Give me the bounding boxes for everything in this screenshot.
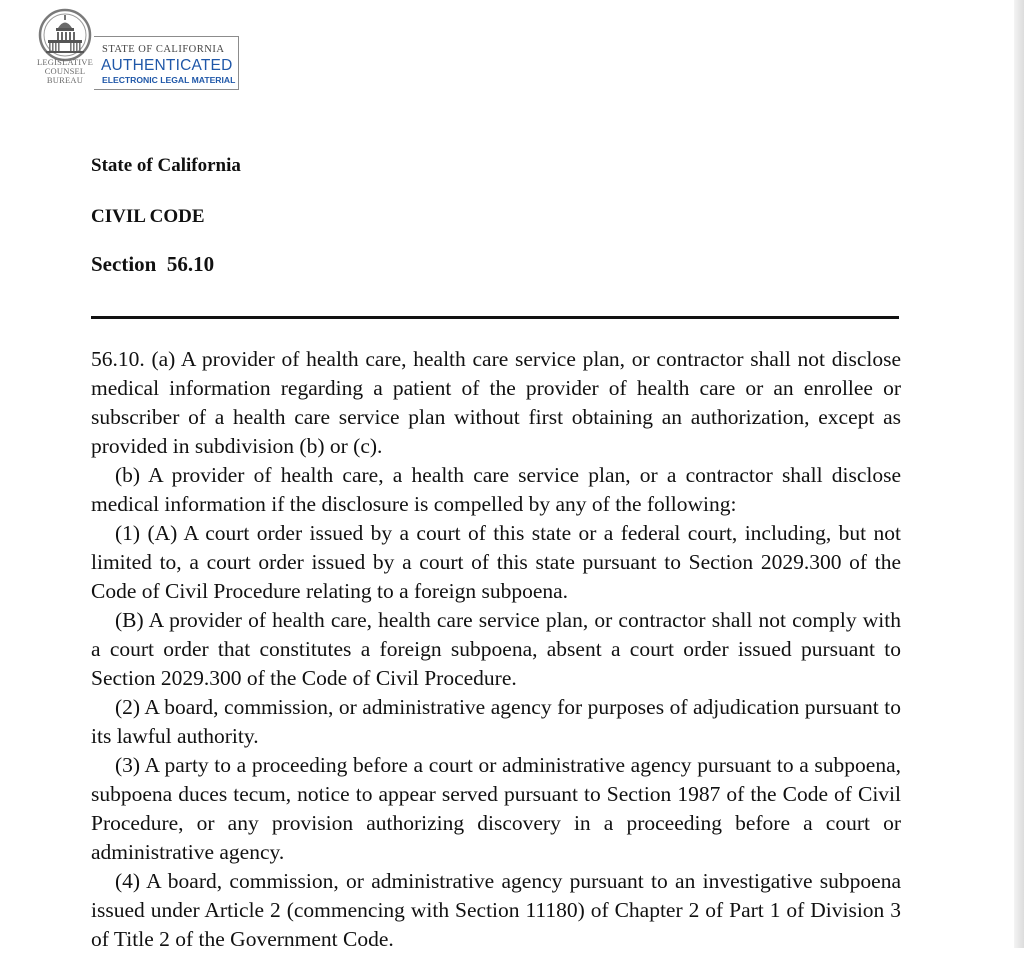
logo-agency-line: LEGISLATIVE bbox=[36, 57, 94, 67]
paragraph-b: (b) A provider of health care, a health care service plan, or a contractor shall disclose medical information if the disclosure is compelled by any of the following: bbox=[91, 463, 901, 516]
paragraph-b1a: (1) (A) A court order issued by a court of this state or a federal court, including, but not limited to, a court order issued by a court of this state pursuant to Section 2029.300 of the Code of Civil Procedure relating to a foreign subpoena. bbox=[91, 521, 901, 603]
logo-material-line: ELECTRONIC LEGAL MATERIAL bbox=[102, 75, 236, 85]
section-title: Section 56.10 bbox=[91, 252, 215, 276]
section-body bbox=[91, 345, 901, 954]
paragraph-b2: (2) A board, commission, or administrative agency for purposes of adjudication pursuant to its lawful authority. bbox=[91, 695, 901, 748]
paragraph-b1b: (B) A provider of health care, health care service plan, or contractor shall not comply with a court order that constitutes a foreign subpoena, absent a court order issued pursuant to Section 2029.300 of the Code of Civil Procedure. bbox=[91, 608, 901, 690]
capitol-dome-icon bbox=[38, 8, 92, 62]
paragraph-a: 56.10. (a) A provider of health care, health care service plan, or contractor shall not disclose medical information regarding a patient of the provider of health care or an enrollee or subscriber of a health care service plan without first obtaining an authorization, except as provided in subdivision (b) or (c). bbox=[91, 347, 901, 458]
logo-authenticated: AUTHENTICATED bbox=[101, 57, 233, 74]
lcb-authentication-logo bbox=[30, 8, 240, 92]
logo-agency-line: BUREAU bbox=[46, 75, 84, 85]
paragraph-b4: (4) A board, commission, or administrative agency pursuant to an investigative subpoena issued under Article 2 (commencing with Section 11180) of Chapter 2 of Part 1 of Division 3 of Title 2 of the Government Code. bbox=[91, 869, 901, 951]
paragraph-b3: (3) A party to a proceeding before a court or administrative agency pursuant to a subpoena, subpoena duces tecum, notice to appear served pursuant to Section 1987 of the Code of Civil Procedure, or any provision authorizing discovery in a proceeding before a court or administrative agency. bbox=[91, 753, 901, 864]
page-edge bbox=[1014, 0, 1024, 948]
logo-agency-name bbox=[30, 58, 100, 85]
logo-agency-line: COUNSEL bbox=[44, 66, 86, 76]
code-title: CIVIL CODE bbox=[91, 206, 205, 227]
state-title: State of California bbox=[91, 155, 241, 176]
logo-state-line: STATE OF CALIFORNIA bbox=[102, 44, 225, 55]
header-divider bbox=[91, 316, 899, 319]
